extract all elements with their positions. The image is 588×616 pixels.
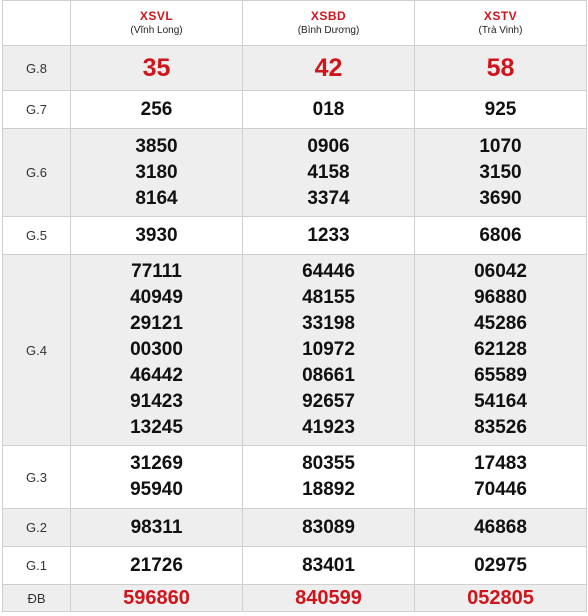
result-cell xyxy=(71,91,243,129)
result-number: 41923 xyxy=(302,417,355,438)
result-cell xyxy=(415,255,587,446)
result-cell xyxy=(415,217,587,255)
result-cell xyxy=(243,255,415,446)
result-number: 95940 xyxy=(130,479,183,500)
result-number: 98311 xyxy=(130,516,183,538)
prize-header-blank xyxy=(3,1,71,46)
result-number: 840599 xyxy=(295,587,362,609)
result-number: 08661 xyxy=(302,365,355,386)
province-name: (Bình Dương) xyxy=(297,25,360,36)
province-header[interactable] xyxy=(243,1,415,46)
result-number: 91423 xyxy=(130,391,183,412)
result-number: 3930 xyxy=(135,224,178,246)
result-cell xyxy=(243,547,415,585)
prize-row-g6 xyxy=(3,129,587,217)
result-number: 13245 xyxy=(130,417,183,438)
result-cell xyxy=(243,46,415,91)
result-number: 21726 xyxy=(130,554,183,576)
result-cell xyxy=(71,46,243,91)
result-cell xyxy=(71,129,243,217)
result-number: 052805 xyxy=(467,587,534,609)
result-number: 70446 xyxy=(474,479,527,500)
result-number: 02975 xyxy=(474,554,527,576)
result-number: 35 xyxy=(142,54,171,82)
result-cell xyxy=(415,46,587,91)
province-code[interactable]: XSVL xyxy=(139,9,174,23)
result-number: 65589 xyxy=(474,365,527,386)
result-number: 64446 xyxy=(302,261,355,282)
prize-label: G.6 xyxy=(3,129,71,217)
result-number: 46868 xyxy=(474,516,527,538)
prize-label: G.8 xyxy=(3,46,71,91)
prize-row-g2 xyxy=(3,509,587,547)
result-number: 62128 xyxy=(474,339,527,360)
result-number: 018 xyxy=(312,98,345,120)
province-header[interactable] xyxy=(415,1,587,46)
result-number: 3850 xyxy=(135,135,178,157)
result-cell xyxy=(415,129,587,217)
result-number: 596860 xyxy=(123,587,190,609)
result-cell xyxy=(71,217,243,255)
result-number: 10972 xyxy=(302,339,355,360)
result-cell xyxy=(243,129,415,217)
result-cell xyxy=(243,446,415,509)
result-number: 3180 xyxy=(135,161,178,183)
province-name: (Vĩnh Long) xyxy=(130,25,183,36)
prize-label: ĐB xyxy=(3,585,71,612)
result-number: 48155 xyxy=(302,287,355,308)
prize-label: G.7 xyxy=(3,91,71,129)
lottery-results-table xyxy=(2,0,587,612)
result-number: 77111 xyxy=(131,261,182,282)
result-number: 33198 xyxy=(302,313,355,334)
prize-row-g3 xyxy=(3,446,587,509)
prize-row-g5 xyxy=(3,217,587,255)
result-cell xyxy=(243,585,415,612)
result-cell xyxy=(415,509,587,547)
result-cell xyxy=(71,255,243,446)
result-number: 96880 xyxy=(474,287,527,308)
prize-label: G.3 xyxy=(3,446,71,509)
result-cell xyxy=(71,509,243,547)
province-header[interactable] xyxy=(71,1,243,46)
result-number: 3374 xyxy=(307,187,350,209)
result-number: 1233 xyxy=(307,224,350,246)
prize-row-special xyxy=(3,585,587,612)
result-number: 29121 xyxy=(130,313,183,334)
result-cell xyxy=(243,509,415,547)
prize-label: G.5 xyxy=(3,217,71,255)
result-cell xyxy=(415,585,587,612)
prize-label: G.2 xyxy=(3,509,71,547)
result-number: 31269 xyxy=(130,453,183,474)
result-number: 92657 xyxy=(302,391,355,412)
result-number: 1070 xyxy=(479,135,522,157)
prize-row-g8 xyxy=(3,46,587,91)
result-cell xyxy=(415,547,587,585)
result-number: 80355 xyxy=(302,453,355,474)
result-number: 06042 xyxy=(474,261,527,282)
prize-label: G.4 xyxy=(3,255,71,446)
result-number: 3690 xyxy=(479,187,522,209)
result-number: 256 xyxy=(140,98,173,120)
province-code[interactable]: XSBD xyxy=(310,9,347,23)
result-number: 58 xyxy=(486,54,515,82)
prize-row-g1 xyxy=(3,547,587,585)
result-number: 45286 xyxy=(474,313,527,334)
result-cell xyxy=(415,91,587,129)
result-number: 6806 xyxy=(479,224,522,246)
prize-row-g7 xyxy=(3,91,587,129)
result-number: 925 xyxy=(484,98,517,120)
result-number: 54164 xyxy=(474,391,527,412)
result-cell xyxy=(71,446,243,509)
result-number: 83526 xyxy=(474,417,527,438)
header-row xyxy=(3,1,587,46)
result-number: 0906 xyxy=(307,135,350,157)
result-number: 00300 xyxy=(130,339,183,360)
result-cell xyxy=(415,446,587,509)
result-number: 42 xyxy=(314,54,343,82)
prize-label: G.1 xyxy=(3,547,71,585)
result-number: 18892 xyxy=(302,479,355,500)
prize-row-g4 xyxy=(3,255,587,446)
result-number: 83089 xyxy=(302,516,355,538)
result-number: 46442 xyxy=(130,365,183,386)
result-cell xyxy=(71,547,243,585)
result-cell xyxy=(243,217,415,255)
result-number: 40949 xyxy=(130,287,183,308)
result-number: 3150 xyxy=(479,161,522,183)
result-cell xyxy=(71,585,243,612)
province-code[interactable]: XSTV xyxy=(483,9,518,23)
result-number: 17483 xyxy=(474,453,527,474)
result-number: 4158 xyxy=(307,161,350,183)
result-cell xyxy=(243,91,415,129)
province-name: (Trà Vinh) xyxy=(478,25,523,36)
result-number: 8164 xyxy=(135,187,178,209)
result-number: 83401 xyxy=(302,554,355,576)
